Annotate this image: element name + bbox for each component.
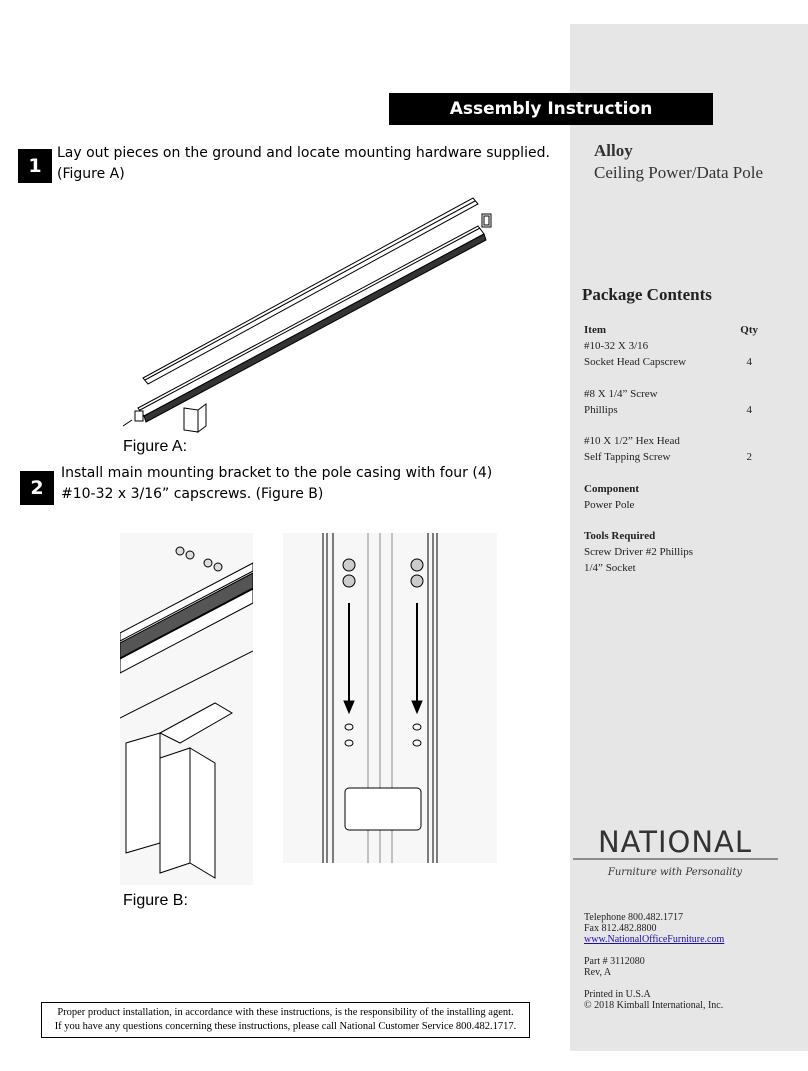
step-1-line-2: (Figure A) (57, 166, 125, 182)
revision: Rev, A (584, 967, 612, 978)
tool-item-1 (584, 544, 758, 560)
step-2-line-1: Install main mounting bracket to the pole casing with four (4) (61, 465, 493, 481)
copyright: © 2018 Kimball International, Inc. (584, 1000, 724, 1011)
component-value (584, 497, 758, 513)
product-info (594, 140, 763, 184)
package-contents-list (584, 322, 758, 576)
figure-a-caption: Figure A: (123, 438, 188, 455)
contact-info (584, 912, 724, 1011)
brand-name: NATIONAL (597, 825, 753, 859)
tools-header-label: Tools Required (584, 530, 656, 542)
package-item-1-name: #10-32 X 3/16 (584, 340, 649, 352)
package-header-row (584, 322, 758, 338)
package-item-1-desc: Socket Head Capscrew (584, 356, 687, 368)
website-link[interactable]: www.NationalOfficeFurniture.com (584, 934, 725, 945)
component-header (584, 481, 758, 497)
figure-a-illustration (118, 188, 498, 438)
footer-line-2: If you have any questions concerning these instructions, please call National Customer Service 800.482.1717. (54, 1021, 517, 1032)
step-2-number: 2 (20, 471, 54, 505)
package-item-2-name: #8 X 1/4” Screw (584, 387, 658, 400)
part-number: Part # 3112080 (584, 956, 645, 967)
tool-item-2 (584, 560, 758, 576)
package-item-2-desc: Phillips (584, 403, 618, 416)
fax: Fax 812.482.8800 (584, 923, 657, 934)
package-item-3-name: #10 X 1/2” Hex Head (584, 435, 680, 447)
qty-column-header: Qty (740, 324, 758, 336)
footer-line-1: Proper product installation, in accordance with these instructions, is the responsibility of the installing agent. (57, 1007, 514, 1018)
package-item-2-line-1 (584, 386, 758, 402)
item-column-header: Item (584, 324, 606, 336)
product-name: Alloy (594, 141, 633, 160)
tool-item-2-label: 1/4” Socket (584, 562, 636, 574)
package-item-1-line-2 (584, 354, 758, 370)
package-item-1-line-1 (584, 338, 758, 354)
step-1-number: 1 (18, 149, 52, 183)
national-logo (573, 822, 778, 882)
figure-b-left-illustration (120, 533, 253, 885)
telephone: Telephone 800.482.1717 (584, 912, 684, 923)
package-item-1-qty: 4 (746, 356, 752, 368)
figure-b-caption: Figure B: (123, 892, 188, 909)
package-contents-title: Package Contents (582, 285, 712, 304)
printed-in: Printed in U.S.A (584, 989, 651, 1000)
tool-item-1-label: Screw Driver #2 Phillips (584, 546, 694, 558)
package-item-2-qty: 4 (746, 403, 752, 416)
footer-notice (41, 1002, 530, 1038)
step-2-line-2: #10-32 x 3/16” capscrews. (Figure B) (61, 486, 324, 502)
component-header-label: Component (584, 482, 640, 495)
step-2-instructions (61, 463, 492, 505)
package-item-3-line-1 (584, 433, 758, 449)
figure-b-right-illustration (283, 533, 497, 863)
brand-tagline: Furniture with Personality (607, 867, 743, 878)
step-1-instructions (57, 143, 550, 185)
package-item-3-line-2 (584, 449, 758, 465)
product-subtitle: Ceiling Power/Data Pole (594, 163, 764, 182)
package-item-2-line-2 (584, 402, 758, 418)
package-item-3-qty: 2 (746, 451, 752, 463)
page-title: Assembly Instruction (389, 93, 713, 125)
step-1-line-1: Lay out pieces on the ground and locate mounting hardware supplied. (57, 145, 550, 161)
package-item-3-desc: Self Tapping Screw (584, 451, 671, 463)
component-value-label: Power Pole (584, 498, 635, 511)
tools-header (584, 528, 758, 544)
